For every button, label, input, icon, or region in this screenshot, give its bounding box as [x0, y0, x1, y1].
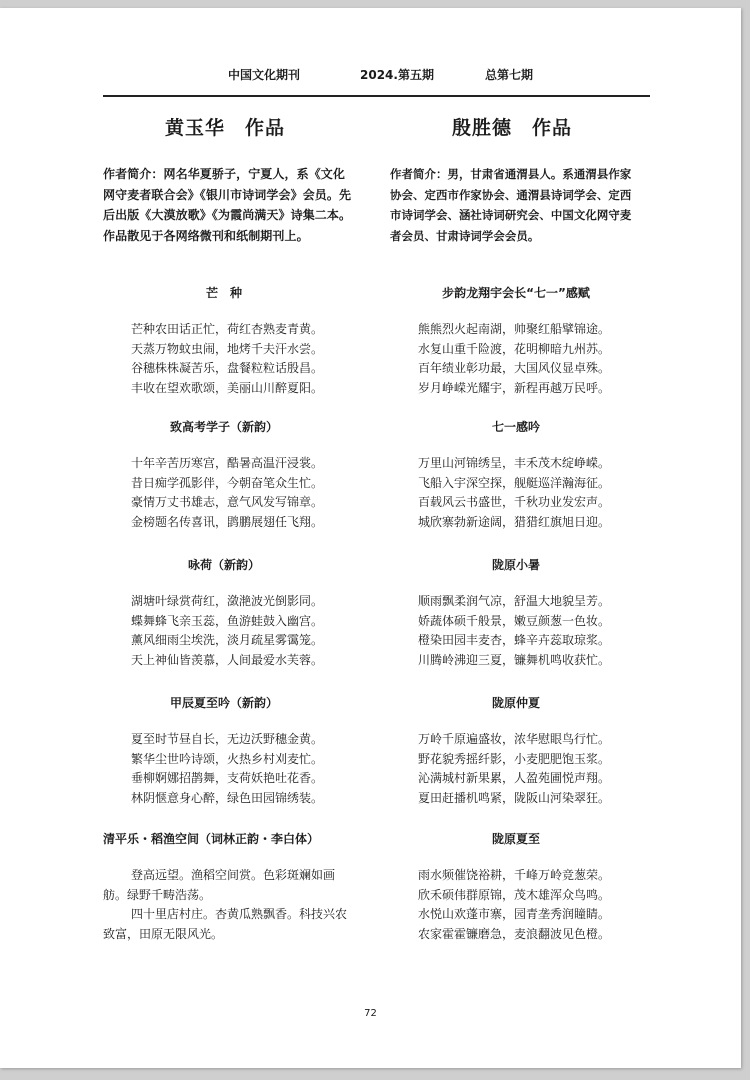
poem-line: 芒种农田话正忙，荷红杏熟麦青黄。 — [131, 322, 324, 336]
right-author-heading: 殷胜德 作品 — [452, 117, 573, 139]
ci-paragraph: 四十里店村庄。杏黄瓜熟飘香。科技兴农致富，田原无限风光。 — [103, 907, 348, 941]
poem-title: 咏荷（新韵） — [187, 558, 260, 572]
left-author-bio: 作者简介：网名华夏骄子，宁夏人，系《文化网守麦者联合会》《银川市诗词学会》会员。先后出版《大漠放歌》《为霞尚满天》诗集二本。作品散见于各网络微刊和纸制期刊上。 — [103, 167, 352, 243]
poem-line: 农家霍霍镰磨急，麦浪翻波见色橙。 — [418, 926, 611, 941]
poem-line: 娇蔬体硕千般景，嫩豆颜葱一色妆。 — [418, 613, 611, 628]
poem-line: 金榜题名传喜讯，鹍鹏展翅任飞翔。 — [131, 514, 324, 529]
right-column — [390, 103, 642, 966]
poem-title: 陇原夏至 — [491, 832, 540, 846]
poem-line: 顺雨飘柔润气凉，舒温大地貌呈芳。 — [418, 594, 611, 608]
poem-line: 橙染田园丰麦杏，蜂辛卉蕊取琼浆。 — [418, 633, 611, 647]
poem — [103, 284, 355, 418]
page-number: 72 — [364, 1008, 377, 1019]
poem-line: 昔日痴学孤影伴，今朝奋笔众生忙。 — [131, 475, 324, 490]
poem-line: 湖塘叶绿赏荷红，潋滟波光倒影同。 — [131, 594, 324, 608]
poem-line: 川腾岭沸迎三夏，镰舞机鸣收获忙。 — [418, 652, 611, 667]
poem-line: 天上神仙皆羡慕，人间最爱水芙蓉。 — [131, 652, 324, 667]
poem — [390, 694, 642, 830]
poem-line: 蝶舞蜂飞亲玉蕊，鱼游蛙鼓入幽宫。 — [131, 613, 324, 628]
poem — [103, 556, 355, 694]
poem-line: 十年辛苦历寒宫，酷暑高温汗浸裳。 — [131, 456, 324, 470]
poem-line: 豪情万丈书雄志，意气风发写锦章。 — [131, 495, 324, 509]
left-author-heading: 黄玉华 作品 — [165, 117, 286, 139]
ci-poem — [103, 830, 355, 966]
running-head-journal: 中国文化期刊 — [228, 68, 301, 82]
poem-line: 水复山重千险渡，花明柳暗九州苏。 — [418, 341, 611, 356]
poem-line: 谷穗株株凝苦乐，盘餐粒粒话殷昌。 — [131, 361, 324, 375]
poem — [103, 694, 355, 830]
right-author-bio: 作者简介：男，甘肃省通渭县人。系通渭县作家协会、定西市作家协会、通渭县诗词学会、定西市诗词学会、涵社诗词研究会、中国文化网守麦者会员、甘肃诗词学会会员。 — [390, 167, 632, 243]
poem-line: 欣禾硕伟群原锦，茂木雄浑众鸟鸣。 — [418, 887, 611, 902]
poem-title: 甲辰夏至吟（新韵） — [169, 696, 278, 710]
poem-title: 陇原仲夏 — [491, 696, 540, 710]
poem-line: 垂柳婀娜招鹊舞，支荷妖艳吐花香。 — [131, 771, 324, 785]
poem-line: 丰收在望欢歌颂，美丽山川醉夏阳。 — [131, 380, 324, 395]
poem-line: 夏田赶播机鸣紧，陇阪山河染翠狂。 — [418, 790, 611, 805]
poem-title: 七一感吟 — [491, 420, 540, 434]
poem — [390, 284, 642, 418]
poem-line: 万岭千原遍盛妆，浓华慰眼鸟行忙。 — [418, 732, 611, 746]
poem-title: 芒 种 — [205, 286, 242, 300]
poem-line: 百年绩业彰功最，大国风仪显卓殊。 — [418, 361, 611, 375]
running-head-total: 总第七期 — [485, 68, 534, 82]
header-rule — [103, 95, 650, 97]
poem-line: 万里山河锦绣呈，丰禾茂木绽峥嵘。 — [418, 456, 611, 470]
poem-line: 熊熊烈火起南湖，帅聚红船擘锦途。 — [418, 322, 611, 336]
poem-line: 野花貌秀摇纤影，小麦肥肥饱玉浆。 — [418, 751, 611, 766]
running-head-issue: 2024.第五期 — [360, 68, 434, 82]
poem — [390, 556, 642, 694]
poem-line: 雨水频催饶裕耕，千峰万岭竞葱荣。 — [418, 868, 611, 882]
poem-line: 繁华尘世吟诗颂，火热乡村刈麦忙。 — [131, 751, 324, 766]
poem-line: 岁月峥嵘光耀宇，新程再越万民呼。 — [418, 380, 611, 395]
poem — [103, 418, 355, 556]
poem — [390, 830, 642, 966]
poem-line: 城欣寨勃新途阔，猎猎红旗旭日迎。 — [418, 514, 611, 529]
poem-title: 清平乐・稻渔空间（词林正韵・李白体） — [103, 832, 320, 846]
left-column — [103, 103, 355, 966]
poem-line: 林阴惬意身心醉，绿色田园锦绣装。 — [131, 790, 324, 805]
poem — [390, 418, 642, 556]
poem-line: 百载风云书盛世，千秋功业发宏声。 — [418, 495, 611, 509]
journal-page — [0, 8, 741, 1068]
poem-title: 致高考学子（新韵） — [169, 420, 278, 434]
ci-paragraph: 登高远望。渔稻空间赏。色彩斑斓如画舫。绿野千畴浩荡。 — [103, 868, 336, 902]
poem-line: 薰风细雨尘埃洗，淡月疏星雾霭笼。 — [131, 633, 324, 647]
poem-title: 步韵龙翔宇会长“七一”感赋 — [442, 286, 590, 300]
poem-line: 飞船入宇深空探，舰艇巡洋瀚海征。 — [418, 475, 611, 490]
poem-line: 水悦山欢蓬市寨，园青垄秀润瞳睛。 — [418, 907, 611, 921]
poem-line: 沁满城村新果累，人盈苑圃悦声翔。 — [418, 771, 611, 785]
poem-title: 陇原小暑 — [491, 558, 540, 572]
poem-line: 夏至时节昼自长，无边沃野穗金黄。 — [131, 732, 324, 746]
poem-line: 天蒸万物蚊虫闹，地烤千夫汗水尝。 — [131, 341, 324, 356]
